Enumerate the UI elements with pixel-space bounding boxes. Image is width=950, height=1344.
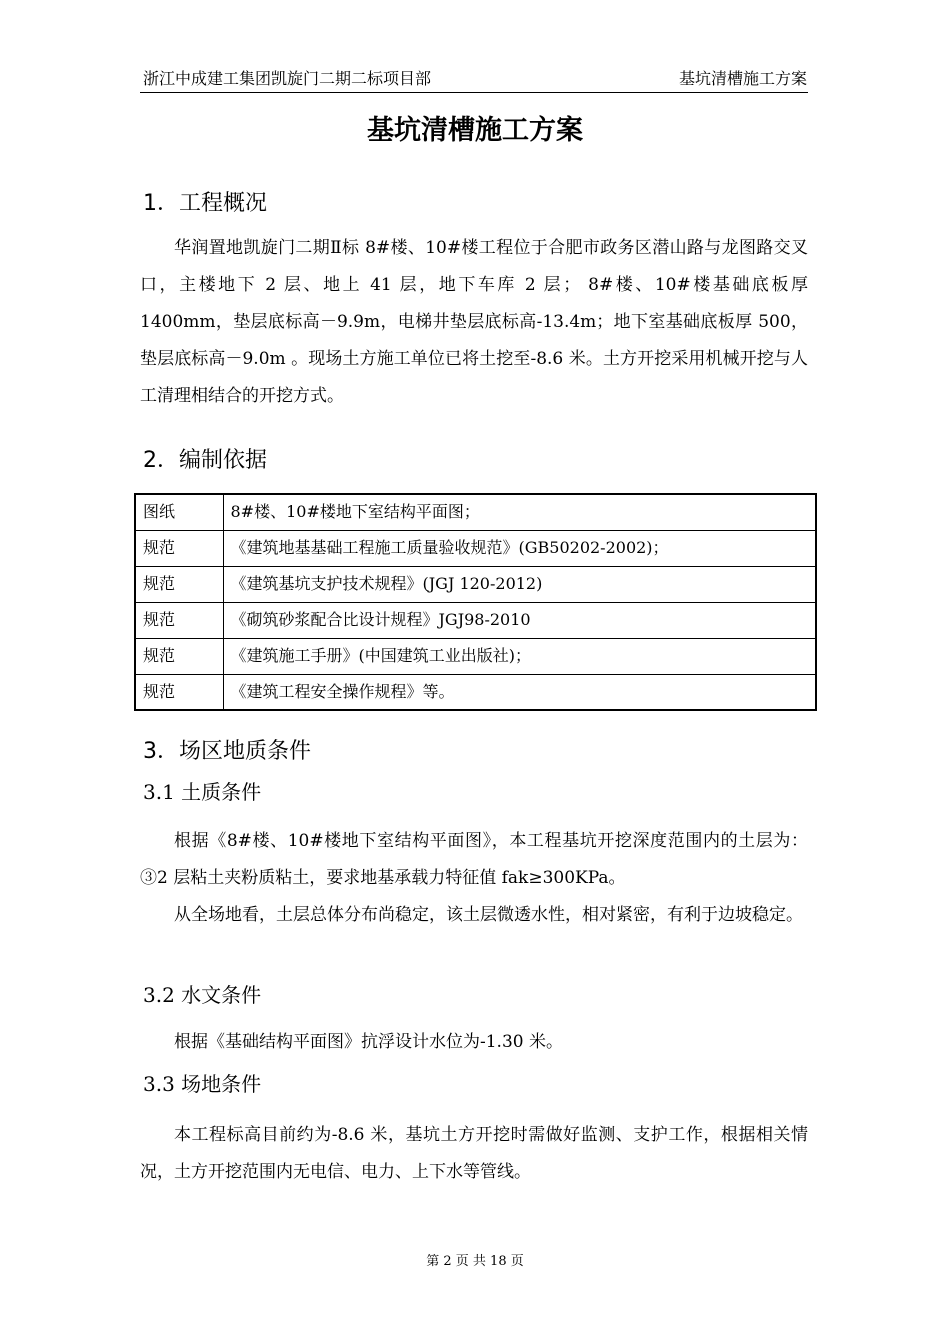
section-3-2-heading: 3.2 水文条件 [143, 983, 262, 1007]
table-row [135, 638, 816, 674]
section-3-2-paragraph: 根据《基础结构平面图》抗浮设计水位为-1.30 米。 [174, 1032, 563, 1052]
section-3-1-paragraph-2: 从全场地看，土层总体分布尚稳定，该土层微透水性，相对紧密，有利于边坡稳定。 [174, 905, 803, 925]
basis-type-cell: 规范 [135, 638, 223, 674]
table-row [135, 674, 816, 710]
basis-content-cell: 8#楼、10#楼地下室结构平面图； [223, 494, 816, 530]
basis-table [134, 493, 817, 711]
section-1-heading: 1．工程概况 [143, 191, 267, 216]
basis-type-cell: 规范 [135, 566, 223, 602]
section-3-heading: 3．场区地质条件 [143, 739, 311, 764]
table-row [135, 566, 816, 602]
table-row [135, 602, 816, 638]
basis-content-cell: 《建筑工程安全操作规程》等。 [223, 674, 816, 710]
basis-content-cell: 《建筑施工手册》(中国建筑工业出版社)； [223, 638, 816, 674]
header-doc-title: 基坑清槽施工方案 [678, 69, 807, 88]
header-org: 浙江中成建工集团凯旋门二期二标项目部 [143, 69, 432, 88]
basis-content-cell: 《砌筑砂浆配合比设计规程》JGJ98-2010 [223, 602, 816, 638]
basis-content-cell: 《建筑基坑支护技术规程》(JGJ 120-2012) [223, 566, 816, 602]
basis-type-cell: 规范 [135, 674, 223, 710]
header-rule [140, 92, 808, 93]
section-3-3-heading: 3.3 场地条件 [143, 1072, 262, 1096]
section-2-heading: 2．编制依据 [143, 448, 267, 473]
section-3-3-paragraph: 本工程标高目前约为-8.6 米，基坑土方开挖时需做好监测、支护工作，根据相关情况，土方开挖范围内无电信、电力、上下水等管线。 [140, 1125, 808, 1182]
table-row [135, 530, 816, 566]
page-title: 基坑清槽施工方案 [367, 115, 583, 146]
table-row [135, 494, 816, 530]
basis-type-cell: 规范 [135, 530, 223, 566]
section-3-1-paragraph-1: 根据《8#楼、10#楼地下室结构平面图》，本工程基坑开挖深度范围内的土层为：③2 层粘土夹粉质粘土，要求地基承载力特征值 fak≥300KPa。 [140, 831, 808, 888]
section-1-paragraph: 华润置地凯旋门二期Ⅱ标 8#楼、10#楼工程位于合肥市政务区潜山路与龙图路交叉口，主楼地下 2 层、地上 41 层，地下车库 2 层； 8#楼、10#楼基础底板厚 1400mm，垫层底标高－9.9m，电梯井垫层底标高-13.4m；地下室基础底板厚 500，垫层底标高－9.0m 。现场土方施工单位已将土挖至-8.6 米。土方开挖采用机械开挖与人工清理相结合的开挖方式。 [140, 238, 808, 406]
basis-type-cell: 规范 [135, 602, 223, 638]
basis-content-cell: 《建筑地基基础工程施工质量验收规范》(GB50202-2002)； [223, 530, 816, 566]
section-3-1-heading: 3.1 土质条件 [143, 780, 262, 804]
page-footer: 第 2 页 共 18 页 [426, 1254, 524, 1269]
basis-type-cell: 图纸 [135, 494, 223, 530]
